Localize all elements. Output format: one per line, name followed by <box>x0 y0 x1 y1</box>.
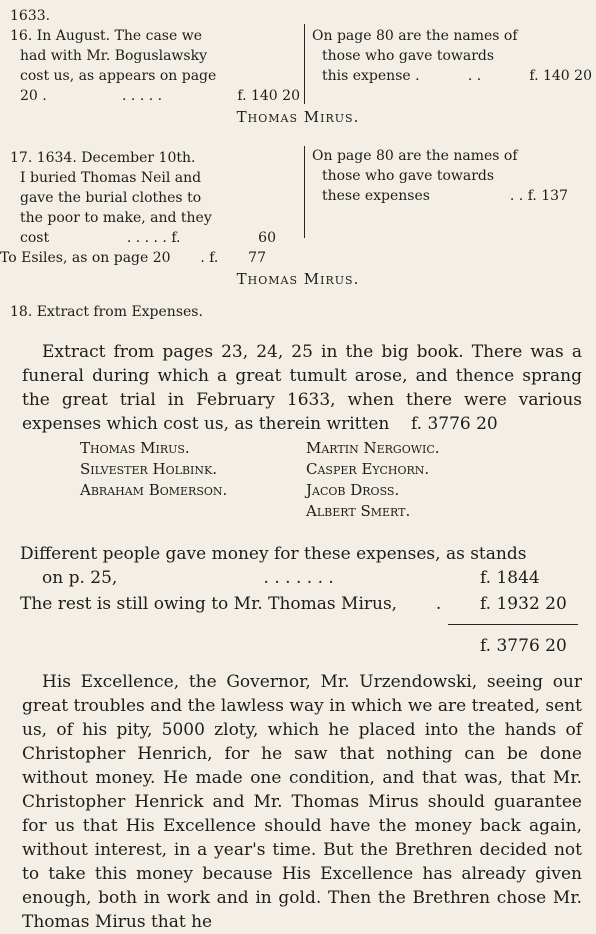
entry16-line: had with Mr. Boguslawsky <box>20 48 207 64</box>
entry17-line: the poor to make, and they <box>20 210 212 226</box>
column-divider <box>304 24 305 104</box>
entry17-right <box>312 146 592 206</box>
entry17-cost-label: cost <box>20 230 50 246</box>
entry16-amount: f. 140 20 <box>237 88 300 104</box>
final-paragraph <box>22 670 582 934</box>
entry17-esiles-label: To Esiles, as on page 20 <box>0 250 171 266</box>
entry17-right-label: these expenses <box>322 188 430 204</box>
different-people-row <box>42 566 580 590</box>
entry17-cost-row <box>10 228 300 248</box>
entry16-line: 16. In August. The case we <box>10 28 202 44</box>
signatory-name: Martin Nergowic. <box>306 439 440 457</box>
leader-dots: . <box>435 594 442 614</box>
signatories-left <box>80 438 227 501</box>
entry17-right-amount: . . f. 137 <box>509 188 568 204</box>
amount-1844: f. 1844 <box>479 568 540 588</box>
entry16-page-ref: 20 . <box>20 88 47 104</box>
page-ref: on p. 25, <box>42 568 118 588</box>
column-divider <box>304 146 305 238</box>
entry17-line: 17. 1634. December 10th. <box>10 150 196 166</box>
entry17-cost-amount: 60 <box>258 230 276 246</box>
leader-dots: . . . . . f. <box>126 230 181 246</box>
entry16-right <box>312 26 592 86</box>
entry18-paragraph <box>22 340 582 436</box>
entry17-line: gave the burial clothes to <box>20 190 202 206</box>
leader-dots: . f. <box>200 250 219 266</box>
signatory-name: Thomas Mirus. <box>80 439 190 457</box>
entry17-line: I buried Thomas Neil and <box>20 170 202 186</box>
year-header: 1633. <box>10 8 51 24</box>
leader-dots: . . . . . . . <box>263 568 334 588</box>
signature-thomas-mirus: Thomas Mirus. <box>236 108 360 126</box>
entry16-total-row <box>10 86 300 106</box>
different-people-line: Different people gave money for these expenses, as stands <box>20 544 527 564</box>
signatory-name: Silvester Holbink. <box>80 460 217 478</box>
entry16-right-line: On page 80 are the names of <box>312 28 518 44</box>
signature-thomas-mirus: Thomas Mirus. <box>236 270 360 288</box>
signatories-right <box>306 438 440 522</box>
signatory-name: Abraham Bomerson. <box>80 481 228 499</box>
entry17-right-total-row <box>312 186 592 206</box>
entry17-right-line: On page 80 are the names of <box>312 148 518 164</box>
leader-dots: . . <box>467 68 482 84</box>
entry18-text: Extract from pages 23, 24, 25 in the big book. There was a funeral during which a great tumult arose, and thence sprang the great trial in February 1633, when there were various expenses which cost us, as therein written <box>22 342 582 434</box>
signatory-name: Jacob Dross. <box>306 481 400 499</box>
entry17-left <box>10 148 300 248</box>
entry16-right-amount: f. 140 20 <box>529 68 592 84</box>
entry16-right-line: those who gave towards <box>322 48 495 64</box>
rest-owing-row <box>20 592 580 616</box>
entry18-heading: 18. Extract from Expenses. <box>10 304 203 320</box>
entry17-esiles-amount: 77 <box>248 250 266 266</box>
signatory-name: Casper Eychorn. <box>306 460 430 478</box>
final-paragraph-text: His Excellence, the Governor, Mr. Urzendowski, seeing our great troubles and the lawless way in which we are treated, sent us, of his pity, 5000 zloty, which he placed into the hands of Christopher Henrich, for he saw that nothing can be done without money. He made one condition, and that was, that Mr. Christopher Henrick and Mr. Thomas Mirus should guarantee for us that His Excellence should have the money back again, without interest, in a year's time. But the Brethren decided not to take this money because His Excellence has already given enough, both in work and in gold. Then the Brethren chose Mr. Thomas Mirus that he <box>22 672 582 932</box>
leader-dots: . . . . . <box>122 88 163 104</box>
entry16-right-total-row <box>312 66 592 86</box>
rest-owing-label: The rest is still owing to Mr. Thomas Mirus, <box>20 594 398 614</box>
entry17-right-line: those who gave towards <box>322 168 495 184</box>
entry16-line: cost us, as appears on page <box>20 68 217 84</box>
amount-1932: f. 1932 20 <box>480 594 567 614</box>
entry16-left <box>10 26 300 106</box>
total-rule <box>448 624 578 625</box>
total-amount: f. 3776 20 <box>480 636 567 656</box>
entry16-right-label: this expense . <box>322 68 420 84</box>
entry17-esiles-row <box>0 248 290 268</box>
entry18-amount: f. 3776 20 <box>410 414 498 434</box>
signatory-name: Albert Smert. <box>306 502 411 520</box>
